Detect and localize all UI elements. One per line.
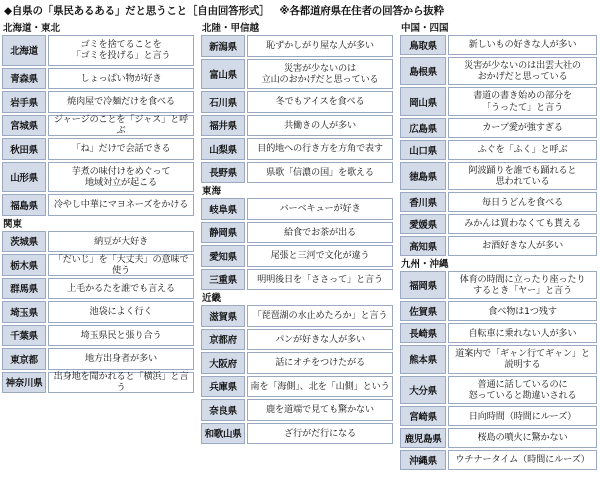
prefecture-row xyxy=(201,162,393,184)
prefecture-row xyxy=(400,140,597,160)
prefecture-name: 福岡県 xyxy=(400,271,446,299)
prefecture-row xyxy=(2,162,194,193)
prefecture-row xyxy=(2,115,194,137)
prefecture-name: 青森県 xyxy=(2,68,46,90)
prefecture-name: 福井県 xyxy=(201,115,245,137)
prefecture-name: 福島県 xyxy=(2,194,46,216)
prefecture-name: 島根県 xyxy=(400,57,446,85)
prefecture-row xyxy=(400,301,597,321)
prefecture-name: 石川県 xyxy=(201,91,245,113)
region-heading: 関東 xyxy=(3,218,23,230)
aruaru-answer: 県歌「信濃の国」を歌える xyxy=(247,162,393,184)
prefecture-row xyxy=(2,91,194,113)
aruaru-answer: 日向時間（時間にルーズ） xyxy=(448,406,597,426)
aruaru-answer: 明明後日を「ささって」と言う xyxy=(247,269,393,291)
prefecture-name: 長崎県 xyxy=(400,323,446,343)
prefecture-name: 沖縄県 xyxy=(400,450,446,470)
aruaru-answer: 食べ物は1つ残す xyxy=(448,301,597,321)
prefecture-row xyxy=(201,222,393,244)
prefecture-name: 宮城県 xyxy=(2,115,46,137)
prefecture-name: 大阪府 xyxy=(201,352,245,374)
prefecture-name: 北海道 xyxy=(2,35,46,66)
aruaru-answer: カープ愛が強すぎる xyxy=(448,118,597,138)
prefecture-name: 滋賀県 xyxy=(201,305,245,327)
prefecture-row xyxy=(400,428,597,448)
aruaru-answer: 冷やし中華にマヨネーズをかける xyxy=(48,194,194,216)
aruaru-answer: 給食でお茶が出る xyxy=(247,222,393,244)
aruaru-answer: 南を「海側」、北を「山側」という xyxy=(247,376,393,398)
prefecture-name: 佐賀県 xyxy=(400,301,446,321)
aruaru-answer: パンが好きな人が多い xyxy=(247,329,393,351)
column-1 xyxy=(2,22,194,395)
prefecture-name: 千葉県 xyxy=(2,325,46,347)
prefecture-row xyxy=(400,87,597,115)
region-section xyxy=(2,22,194,216)
region-section xyxy=(201,22,393,183)
prefecture-name: 群馬県 xyxy=(2,278,46,300)
prefecture-row xyxy=(2,325,194,347)
prefecture-name: 岐阜県 xyxy=(201,198,245,220)
aruaru-answer: 書道の書き始めの部分を 「うったて」と言う xyxy=(448,87,597,115)
prefecture-row xyxy=(201,35,393,57)
prefecture-name: 埼玉県 xyxy=(2,301,46,323)
prefecture-row xyxy=(2,348,194,370)
prefecture-row xyxy=(2,301,194,323)
prefecture-name: 兵庫県 xyxy=(201,376,245,398)
prefecture-row xyxy=(201,91,393,113)
aruaru-answer: ウチナータイム（時間にルーズ） xyxy=(448,450,597,470)
prefecture-name: 神奈川県 xyxy=(2,372,46,394)
prefecture-name: 愛媛県 xyxy=(400,214,446,234)
prefecture-row xyxy=(400,271,597,299)
prefecture-row xyxy=(201,138,393,160)
prefecture-row xyxy=(201,399,393,421)
aruaru-answer: 体育の時間に立ったり座ったり するとき「ヤー」と言う xyxy=(448,271,597,299)
prefecture-row xyxy=(2,231,194,253)
prefecture-name: 宮崎県 xyxy=(400,406,446,426)
column-3 xyxy=(400,22,597,472)
prefecture-row xyxy=(201,305,393,327)
prefecture-row xyxy=(400,214,597,234)
prefecture-row xyxy=(201,376,393,398)
prefecture-row xyxy=(201,59,393,90)
aruaru-answer: 話にオチをつけたがる xyxy=(247,352,393,374)
prefecture-name: 熊本県 xyxy=(400,345,446,373)
aruaru-answer: 道案内で「ギャン行てギャン」と 説明する xyxy=(448,345,597,373)
aruaru-answer: バーベキューが好き xyxy=(247,198,393,220)
aruaru-answer: お酒好きな人が多い xyxy=(448,236,597,256)
prefecture-row xyxy=(400,118,597,138)
prefecture-row xyxy=(400,35,597,55)
prefecture-row xyxy=(2,194,194,216)
aruaru-answer: 自転車に乗れない人が多い xyxy=(448,323,597,343)
prefecture-row xyxy=(400,192,597,212)
aruaru-answer: 普通に話しているのに 怒っていると勘違いされる xyxy=(448,376,597,404)
prefecture-name: 徳島県 xyxy=(400,162,446,190)
prefecture-row xyxy=(201,329,393,351)
prefecture-name: 山梨県 xyxy=(201,138,245,160)
prefecture-row xyxy=(201,198,393,220)
aruaru-answer: 埼玉県民と張り合う xyxy=(48,325,194,347)
prefecture-row xyxy=(400,57,597,85)
prefecture-name: 静岡県 xyxy=(201,222,245,244)
prefecture-name: 岩手県 xyxy=(2,91,46,113)
aruaru-answer: みかんは買わなくても貰える xyxy=(448,214,597,234)
prefecture-name: 広島県 xyxy=(400,118,446,138)
aruaru-answer: 池袋によく行く xyxy=(48,301,194,323)
aruaru-answer: しょっぱい物が好き xyxy=(48,68,194,90)
aruaru-answer: ジャージのことを「ジャス」と呼ぶ xyxy=(48,115,194,137)
prefecture-name: 岡山県 xyxy=(400,87,446,115)
prefecture-name: 山口県 xyxy=(400,140,446,160)
prefecture-row xyxy=(2,35,194,66)
prefecture-name: 和歌山県 xyxy=(201,423,245,445)
prefecture-name: 香川県 xyxy=(400,192,446,212)
region-heading: 北陸・甲信越 xyxy=(202,23,260,34)
prefecture-row xyxy=(2,68,194,90)
aruaru-answer: 毎日うどんを食べる xyxy=(448,192,597,212)
prefecture-name: 奈良県 xyxy=(201,399,245,421)
prefecture-name: 京都府 xyxy=(201,329,245,351)
prefecture-row xyxy=(400,345,597,373)
prefecture-row xyxy=(201,352,393,374)
aruaru-answer: 桜島の噴火に驚かない xyxy=(448,428,597,448)
aruaru-answer: 恥ずかしがり屋な人が多い xyxy=(247,35,393,57)
aruaru-answer: 阿波踊りを誰でも踊れると 思われている xyxy=(448,162,597,190)
aruaru-answer: 出身地を聞かれると「横浜」と言う xyxy=(48,372,194,394)
aruaru-answer: ふぐを「ふく」と呼ぶ xyxy=(448,140,597,160)
aruaru-answer: 目的地への行き方を方角で表す xyxy=(247,138,393,160)
prefecture-row xyxy=(400,406,597,426)
prefecture-name: 富山県 xyxy=(201,59,245,90)
aruaru-answer: 芋煮の味付けをめぐって 地域対立が起こる xyxy=(48,162,194,193)
prefecture-row xyxy=(201,115,393,137)
prefecture-row xyxy=(201,245,393,267)
prefecture-name: 長野県 xyxy=(201,162,245,184)
prefecture-name: 山形県 xyxy=(2,162,46,193)
prefecture-row xyxy=(400,162,597,190)
aruaru-answer: 新しいもの好きな人が多い xyxy=(448,35,597,55)
prefecture-row xyxy=(2,254,194,276)
aruaru-answer: 共働きの人が多い xyxy=(247,115,393,137)
region-heading: 九州・沖縄 xyxy=(401,258,449,270)
region-section xyxy=(400,22,597,256)
region-section xyxy=(2,218,194,394)
prefecture-row xyxy=(400,236,597,256)
region-section xyxy=(400,258,597,470)
region-heading: 北海道・東北 xyxy=(3,23,61,34)
aruaru-answer: 「琵琶湖の水止めたろか」と言う xyxy=(247,305,393,327)
region-heading: 中国・四国 xyxy=(401,23,449,34)
region-section xyxy=(201,185,393,290)
aruaru-answer: 冬でもアイスを食べる xyxy=(247,91,393,113)
aruaru-answer: 尾張と三河で文化が違う xyxy=(247,245,393,267)
aruaru-answer: 地方出身者が多い xyxy=(48,348,194,370)
prefecture-name: 鳥取県 xyxy=(400,35,446,55)
prefecture-name: 高知県 xyxy=(400,236,446,256)
prefecture-name: 大分県 xyxy=(400,376,446,404)
prefecture-row xyxy=(400,376,597,404)
prefecture-name: 三重県 xyxy=(201,269,245,291)
column-2 xyxy=(201,22,393,446)
prefecture-name: 鹿児島県 xyxy=(400,428,446,448)
prefecture-name: 茨城県 xyxy=(2,231,46,253)
aruaru-answer: 災害が少ないのは 立山のおかげだと思っている xyxy=(247,59,393,90)
prefecture-row xyxy=(2,372,194,394)
prefecture-name: 栃木県 xyxy=(2,254,46,276)
region-section xyxy=(201,292,393,444)
title-text: 自県の「県民あるある」だと思うこと［自由回答形式］ xyxy=(11,5,270,17)
prefecture-row xyxy=(201,269,393,291)
region-heading: 近畿 xyxy=(202,293,222,304)
aruaru-answer: ざ行がだ行になる xyxy=(247,423,393,445)
aruaru-answer: 「ね」だけで会話できる xyxy=(48,138,194,160)
prefecture-name: 愛知県 xyxy=(201,245,245,267)
aruaru-answer: 上毛かるたを誰でも言える xyxy=(48,278,194,300)
title-note: ※各都道府県在住者の回答から抜粋 xyxy=(279,5,444,17)
prefecture-name: 東京都 xyxy=(2,348,46,370)
aruaru-answer: 焼肉屋で冷麺だけを食べる xyxy=(48,91,194,113)
prefecture-name: 新潟県 xyxy=(201,35,245,57)
aruaru-answer: 納豆が大好き xyxy=(48,231,194,253)
prefecture-row xyxy=(201,423,393,445)
prefecture-row xyxy=(400,323,597,343)
aruaru-answer: 鹿を道端で見ても驚かない xyxy=(247,399,393,421)
region-heading: 東海 xyxy=(202,186,222,197)
diamond-bullet-icon: ◆ xyxy=(4,5,12,17)
prefecture-row xyxy=(2,138,194,160)
aruaru-answer: ゴミを捨てることを 「ゴミを投げる」と言う xyxy=(48,35,194,66)
prefecture-row xyxy=(400,450,597,470)
aruaru-answer: 「だいじ」を「大丈夫」の意味で使う xyxy=(48,254,194,276)
prefecture-row xyxy=(2,278,194,300)
page-title xyxy=(4,3,444,18)
prefecture-name: 秋田県 xyxy=(2,138,46,160)
aruaru-answer: 災害が少ないのは出雲大社の おかげだと思っている xyxy=(448,57,597,85)
